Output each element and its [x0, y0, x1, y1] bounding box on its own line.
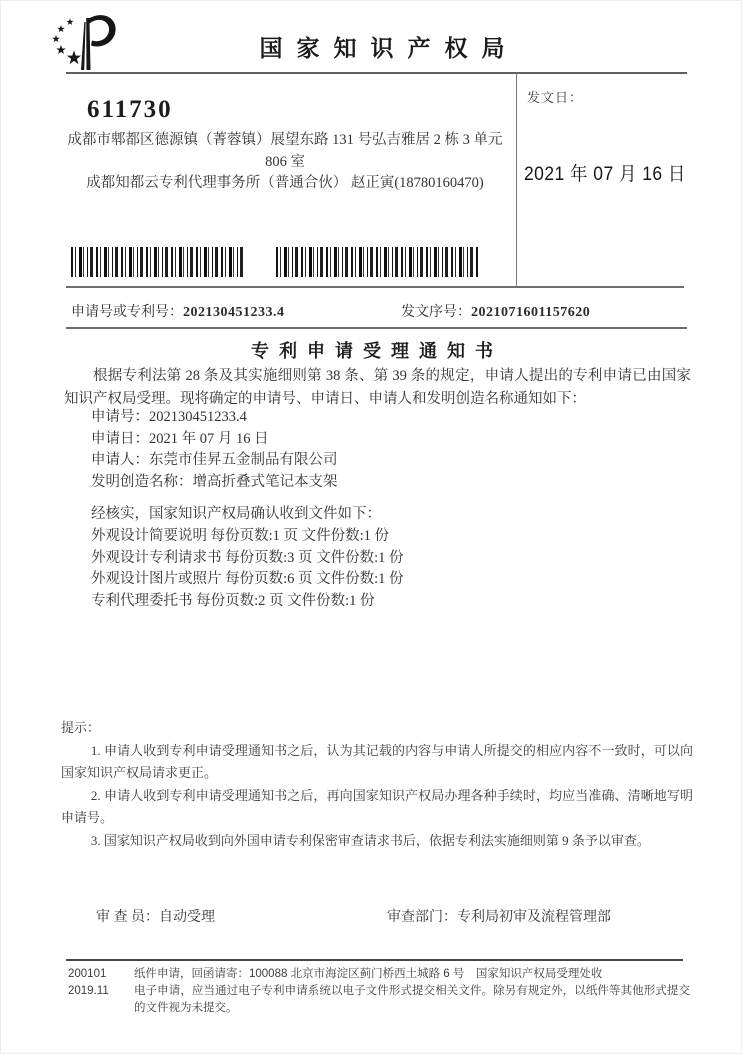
footer-divider: [66, 959, 683, 961]
tip-item-1: 1. 申请人收到专利申请受理通知书之后，认为其记载的内容与申请人所提交的相应内容不一致时，可以向国家知识产权局请求更正。: [61, 742, 693, 780]
received-intro: 经核实，国家知识产权局确认收到文件如下：: [91, 506, 381, 522]
reference-divider: [66, 327, 687, 329]
dispatch-number-group: [401, 301, 590, 321]
dispatch-date-label: 发文日：: [527, 90, 584, 105]
department-label: 审查部门：: [387, 910, 457, 925]
tips-label: 提示：: [61, 720, 101, 735]
recipient-address: [56, 130, 514, 195]
form-code: 200101: [68, 968, 107, 980]
application-number-label: 申请号或专利号：: [71, 305, 183, 320]
received-doc-item: 外观设计图片或照片 每份页数:6 页 文件份数:1 份: [91, 571, 404, 588]
dispatch-date-value: 2021 年 07 月 16 日: [524, 164, 686, 185]
footer-notes: [68, 966, 690, 1017]
address-line-1: 成都市郫都区德源镇（菁蓉镇）展望东路 131 号弘吉雅居 2 栋 3 单元: [67, 132, 503, 148]
footer-note-paper: 纸件申请，回函请寄：100088 北京市海淀区蓟门桥西土城路 6 号 国家知识产权局受理处收: [134, 968, 603, 980]
agent-line: 成都知都云专利代理事务所（普通合伙） 赵正寅(18780160470): [86, 175, 484, 191]
address-line-2: 806 室: [265, 153, 305, 170]
field-application-no: 申请号：202130451233.4: [91, 409, 247, 425]
postal-code: 611730: [87, 96, 173, 123]
notice-intro-paragraph: 根据专利法第 28 条及其实施细则第 38 条、第 39 条的规定，申请人提出的专利申请已由国家知识产权局受理。现将确定的申请号、申请日、申请人和发明创造名称通知如下：: [64, 368, 691, 407]
tip-item-3: 3. 国家知识产权局收到向外国申请专利保密审查请求书后，依据专利法实施细则第 9 条予以审查。: [90, 832, 650, 848]
department-value: 专利局初审及流程管理部: [457, 910, 611, 925]
examiner-value: 自动受理: [159, 910, 215, 925]
tip-item-2: 2. 申请人收到专利申请受理通知书之后，再向国家知识产权局办理各种手续时，均应当准确、清晰地写明申请号。: [61, 787, 693, 825]
received-doc-item: 外观设计专利请求书 每份页数:3 页 文件份数:1 份: [91, 549, 404, 566]
notice-fields: [91, 407, 338, 493]
field-application-date: 申请日：2021 年 07 月 16 日: [91, 430, 269, 447]
dispatch-number-label: 发文序号：: [401, 305, 471, 320]
form-revision: 2019.11: [68, 985, 109, 997]
notice-title: 专利申请受理通知书: [251, 341, 503, 361]
barcode-application: [71, 247, 243, 277]
tips-section: [61, 717, 693, 852]
received-documents: [91, 504, 404, 613]
date-box-divider: [516, 73, 517, 286]
footer-note-electronic: 电子申请，应当通过电子专利申请系统以电子文件形式提交相关文件。除另有规定外，以纸件等其他形式提交的文件视为未提交。: [134, 985, 690, 1014]
dispatch-number-value: 2021071601157620: [471, 305, 591, 320]
application-number-value: 202130451233.4: [183, 305, 285, 320]
examiner-label: 审 查 员：: [96, 910, 159, 925]
barcode-dispatch: [276, 247, 478, 277]
header-divider: [66, 72, 687, 74]
department-group: [387, 906, 611, 926]
field-invention-name: 发明创造名称：增高折叠式笔记本支架: [91, 473, 338, 490]
received-doc-item: 专利代理委托书 每份页数:2 页 文件份数:1 份: [91, 593, 375, 610]
agency-title: 国家知识产权局: [259, 35, 519, 61]
field-applicant: 申请人：东莞市佳昇五金制品有限公司: [91, 452, 338, 468]
application-number-group: [71, 301, 285, 321]
received-doc-item: 外观设计简要说明 每份页数:1 页 文件份数:1 份: [91, 527, 390, 544]
examiner-group: [96, 906, 215, 926]
address-section-divider: [66, 286, 684, 288]
